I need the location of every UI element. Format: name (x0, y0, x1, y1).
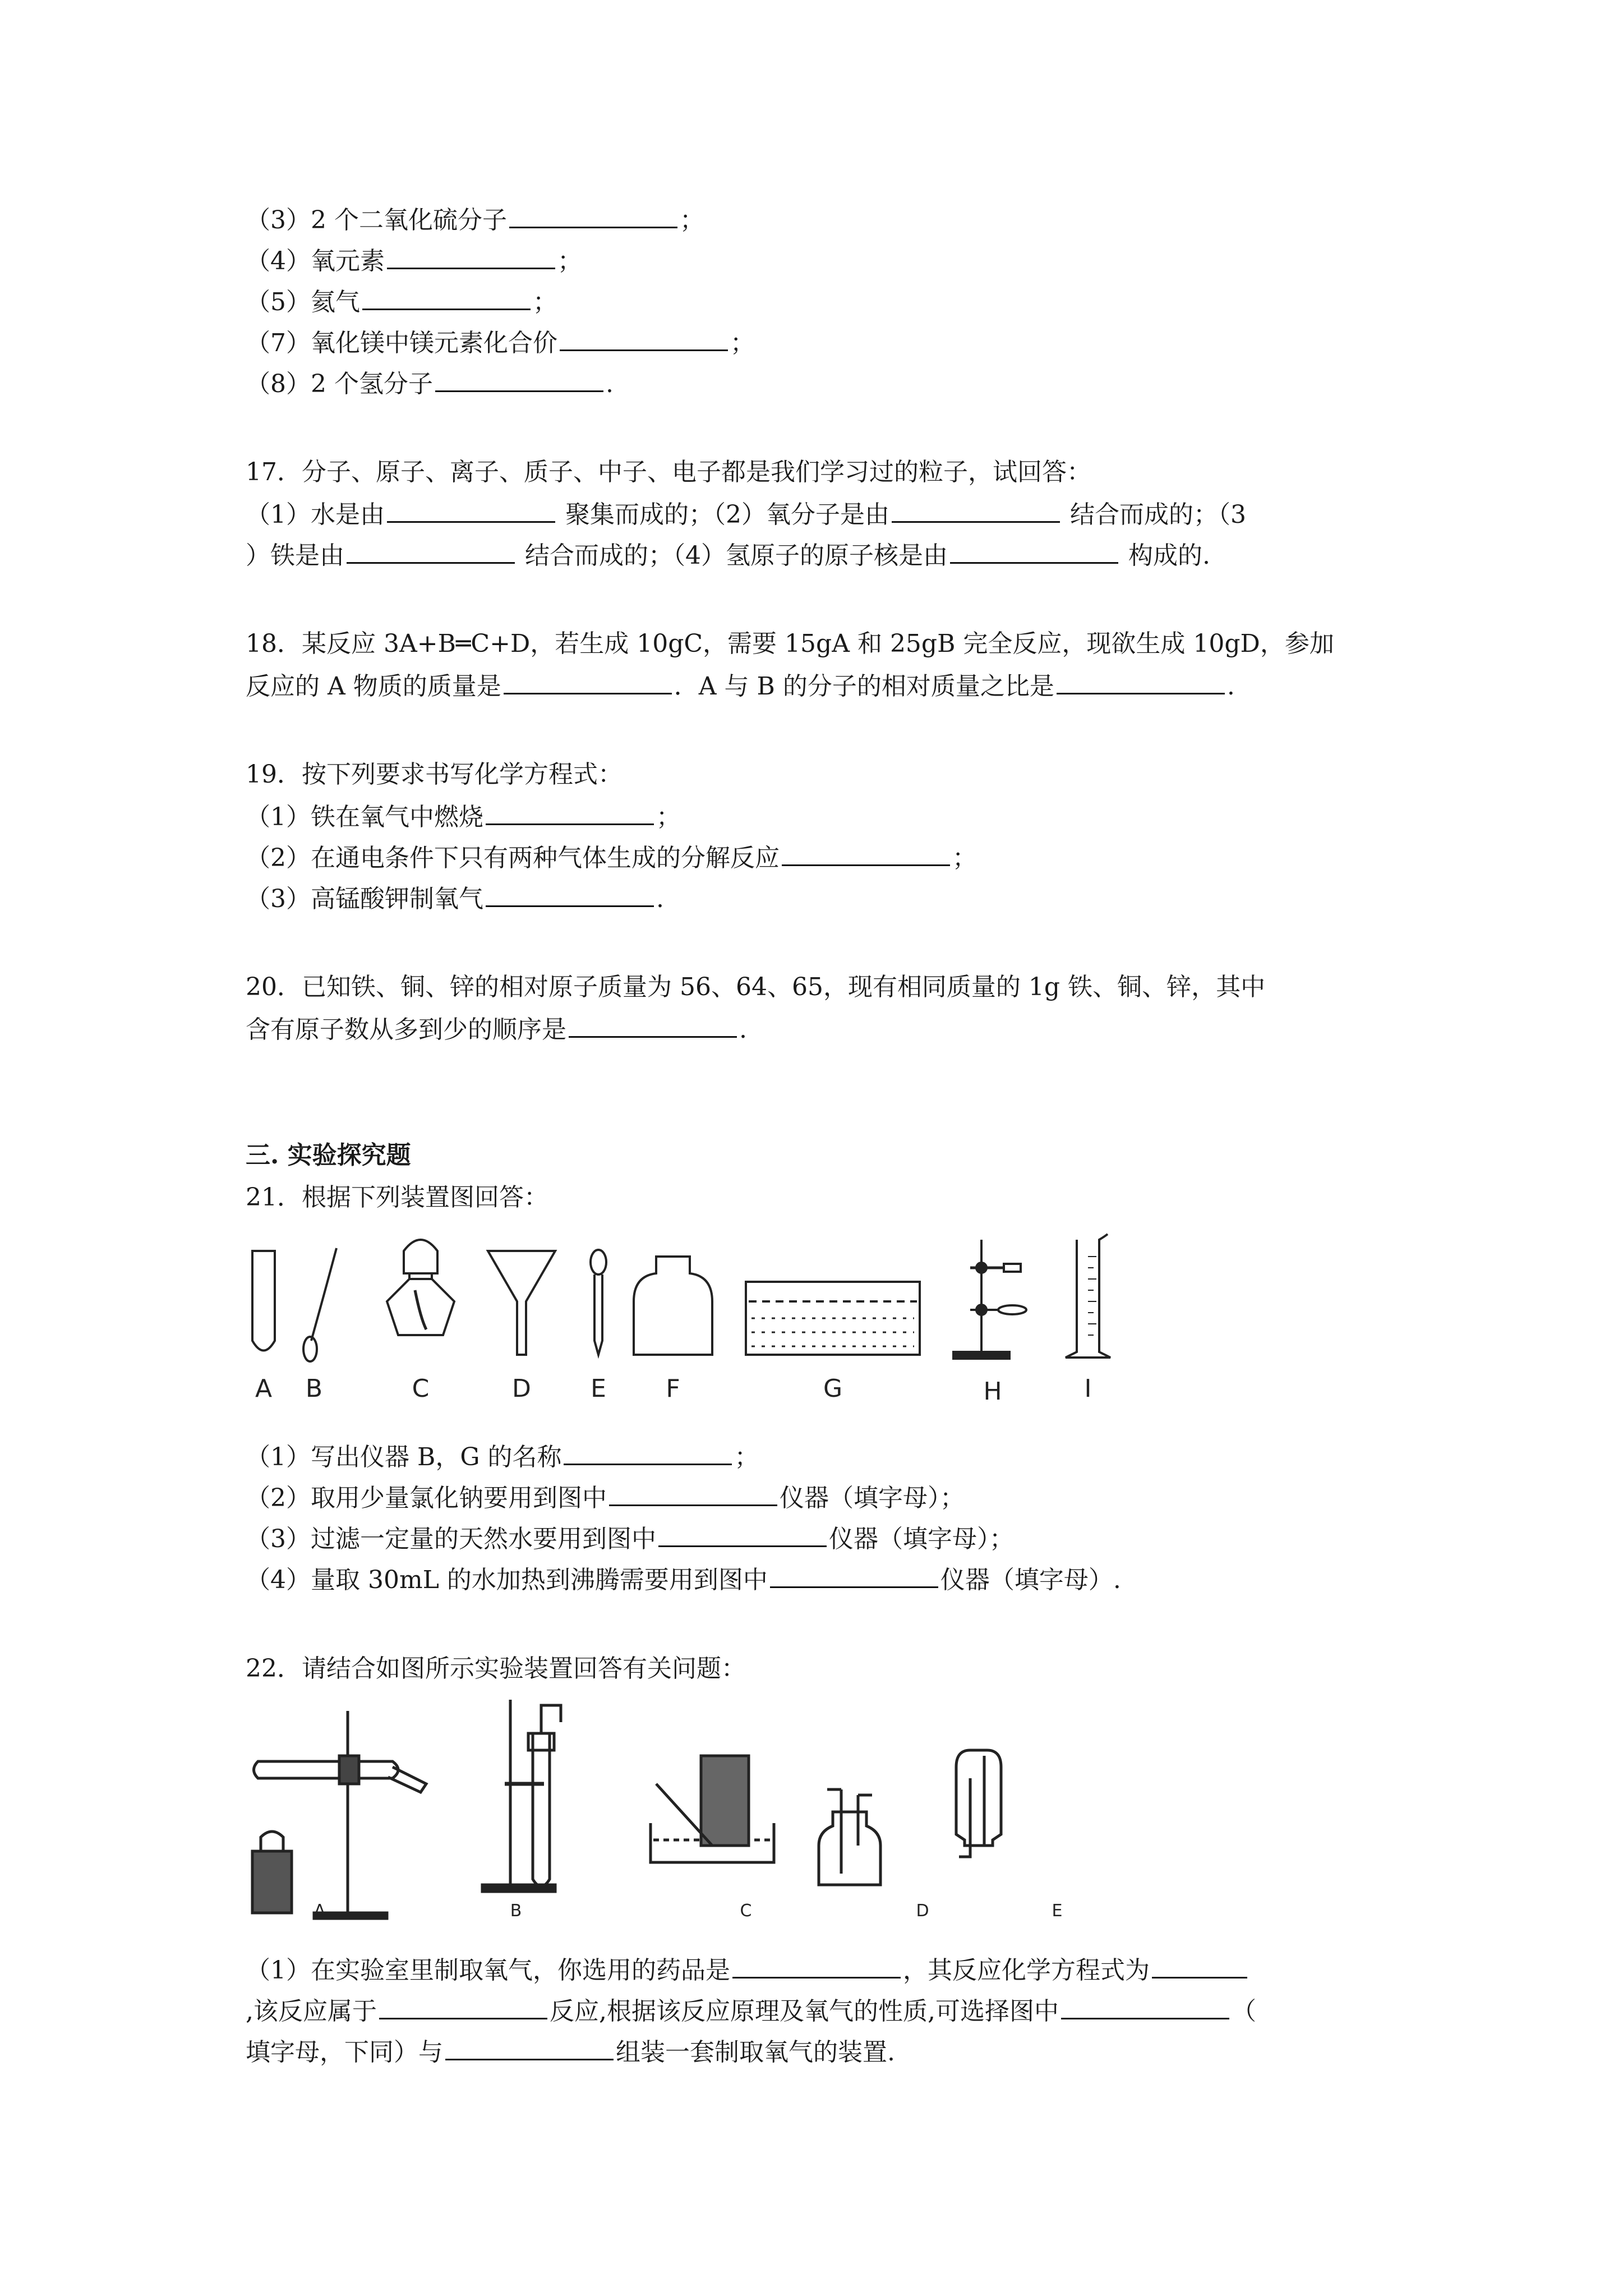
q21-item-3: （3）过滤一定量的天然水要用到图中 仪器（填字母）； (246, 1521, 1014, 1556)
q22-stem: 22．请结合如图所示实验装置回答有关问题： (246, 1654, 746, 1683)
answer-blank[interactable] (486, 881, 654, 907)
q20-line-2: 含有原子数从多到少的顺序是 . (246, 1011, 747, 1047)
answer-blank[interactable] (486, 799, 654, 825)
graduated-cylinder-icon (1066, 1234, 1110, 1358)
fig-label: B (305, 1374, 323, 1403)
answer-blank[interactable] (387, 243, 555, 269)
fig-label: E (1052, 1901, 1063, 1921)
test-tube-icon (252, 1251, 275, 1351)
answer-blank[interactable] (1061, 1993, 1229, 2019)
q21-item-2: （2）取用少量氯化钠要用到图中 仪器（填字母）； (246, 1480, 965, 1515)
answer-blank[interactable] (347, 537, 515, 564)
fig-label: I (1084, 1374, 1092, 1403)
fig-label: A (255, 1374, 273, 1403)
iron-stand-icon (953, 1240, 1026, 1359)
q22-apparatus-figure (241, 1700, 1138, 1935)
q19-stem: 19．按下列要求书写化学方程式： (246, 760, 623, 789)
answer-blank[interactable] (782, 840, 950, 866)
q17-line-1: （1）水是由 聚集而成的；（2）氧分子是由 结合而成的；（3 (246, 496, 1246, 532)
q22-line-1: （1）在实验室里制取氧气，你选用的药品是 ，其反应化学方程式为 (246, 1952, 1249, 1987)
answer-blank[interactable] (1152, 1952, 1247, 1978)
answer-blank[interactable] (609, 1480, 777, 1506)
q16-item-3: （3）2 个二氧化硫分子 ； (246, 202, 704, 237)
fig-label: H (983, 1377, 1002, 1406)
fig-label: A (313, 1901, 326, 1921)
section-title: 三. 实验探究题 (246, 1141, 411, 1170)
answer-blank[interactable] (362, 284, 531, 310)
answer-blank[interactable] (387, 496, 555, 523)
funnel-icon (488, 1251, 555, 1355)
answer-blank[interactable] (658, 1521, 827, 1547)
answer-blank[interactable] (379, 1993, 547, 2019)
heating-apparatus-icon (252, 1711, 426, 1918)
answer-blank[interactable] (950, 537, 1118, 564)
q18-line-1: 18．某反应 3A+B═C+D，若生成 10gC，需要 15gA 和 25gB 完全反应，现欲生成 10gD，参加 (246, 629, 1334, 658)
inverted-bottle-icon (956, 1750, 1001, 1857)
q19-item-2: （2）在通电条件下只有两种气体生成的分解反应 ； (246, 840, 977, 875)
answer-blank[interactable] (445, 2034, 614, 2060)
q19-item-3: （3）高锰酸钾制氧气 . (246, 881, 664, 916)
answer-blank[interactable] (770, 1562, 938, 1588)
fig-label: B (510, 1901, 522, 1921)
answer-blank[interactable] (1057, 668, 1225, 694)
q21-item-1: （1）写出仪器 B，G 的名称 ； (246, 1439, 759, 1474)
water-trough-icon (746, 1282, 920, 1355)
answer-blank[interactable] (509, 202, 677, 228)
q16-item-5: （5）氦气 ； (246, 284, 557, 319)
answer-blank[interactable] (504, 668, 672, 694)
q20-line-1: 20．已知铁、铜、锌的相对原子质量为 56、64、65，现有相同质量的 1g 铁、铜、锌，其中 (246, 973, 1266, 1001)
dropper-icon (591, 1250, 606, 1355)
gas-jar-icon (634, 1257, 712, 1355)
answer-blank[interactable] (435, 366, 603, 392)
wash-bottle-icon (819, 1789, 880, 1885)
q16-item-7: （7）氧化镁中镁元素化合价 ； (246, 325, 755, 360)
answer-blank[interactable] (560, 325, 728, 351)
water-displacement-icon (651, 1756, 774, 1862)
q17-stem: 17．分子、原子、离子、质子、中子、电子都是我们学习过的粒子，试回答： (246, 458, 1091, 486)
q21-stem: 21．根据下列装置图回答： (246, 1183, 548, 1212)
fig-label: D (512, 1374, 531, 1403)
q21-item-4: （4）量取 30mL 的水加热到沸腾需要用到图中 仪器（填字母）. (246, 1562, 1121, 1597)
answer-blank[interactable] (569, 1011, 737, 1038)
test-tube-stand-icon (482, 1700, 561, 1892)
q16-item-4: （4）氧元素 ； (246, 243, 582, 278)
fig-label: C (740, 1901, 752, 1921)
alcohol-lamp-icon (387, 1240, 454, 1335)
fig-label: F (666, 1374, 680, 1403)
q19-item-1: （1）铁在氧气中燃烧 ； (246, 799, 681, 834)
fig-label: C (412, 1374, 430, 1403)
answer-blank[interactable] (892, 496, 1060, 523)
fig-label: D (916, 1901, 929, 1921)
medicine-spoon-icon (303, 1248, 336, 1361)
answer-blank[interactable] (732, 1952, 901, 1978)
answer-blank[interactable] (564, 1439, 732, 1465)
q16-item-8: （8）2 个氢分子 . (246, 366, 614, 401)
q17-line-2: ）铁是由 结合而成的；（4）氢原子的原子核是由 构成的. (246, 537, 1210, 573)
q18-line-2: 反应的 A 物质的质量是 ．A 与 B 的分子的相对质量之比是 . (246, 668, 1235, 703)
fig-label: G (823, 1374, 843, 1403)
fig-label: E (591, 1374, 606, 1403)
q22-line-2: ,该反应属于 反应,根据该反应原理及氧气的性质,可选择图中 （ (246, 1993, 1256, 2028)
q22-line-3: 填字母，下同）与 组装一套制取氧气的装置. (246, 2034, 895, 2069)
q21-apparatus-figure (241, 1228, 1363, 1419)
